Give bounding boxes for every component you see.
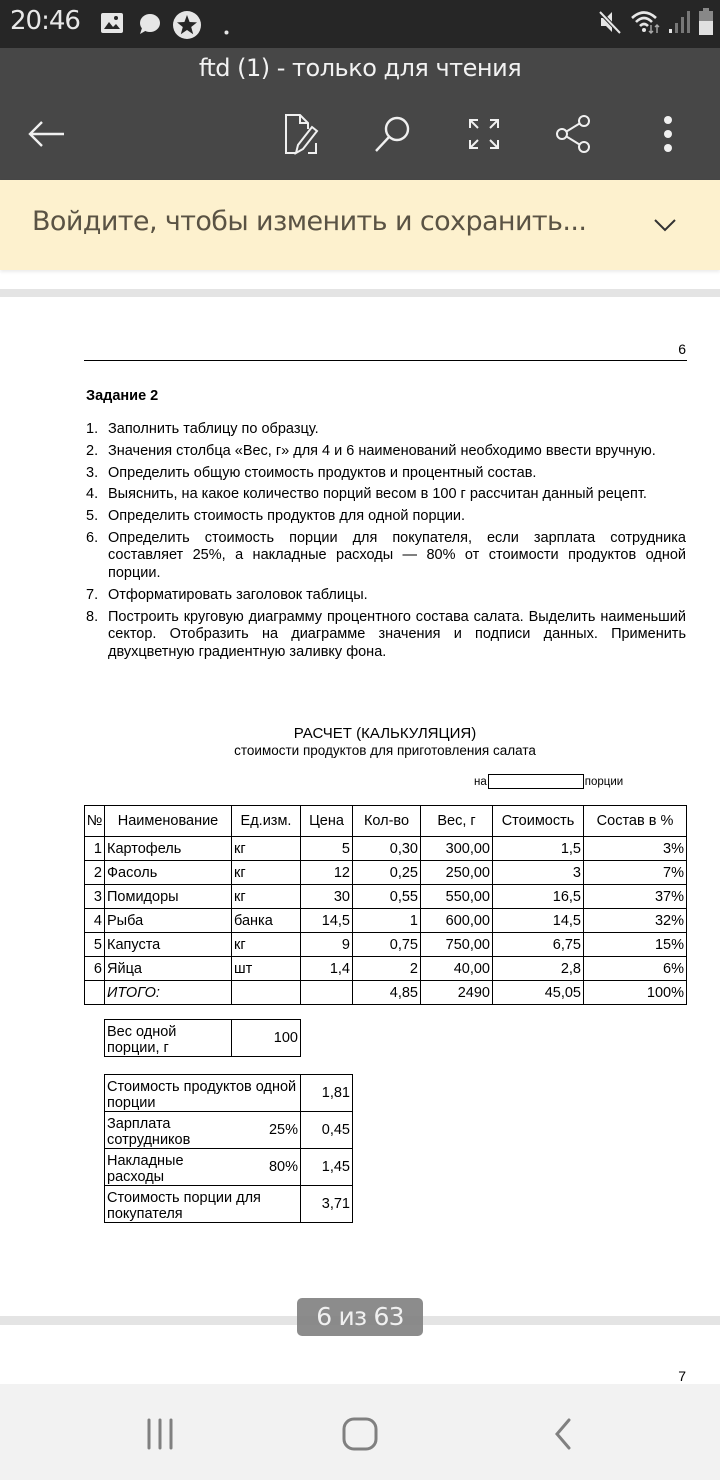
task-list [86, 421, 686, 665]
next-page-number: 7 [678, 1368, 686, 1384]
cost-value: 1,81 [301, 1075, 353, 1112]
search-button[interactable] [366, 108, 418, 160]
table-cell: Капуста [105, 933, 232, 957]
portion-cost-table [104, 1074, 353, 1223]
page-number: 6 [678, 341, 686, 357]
table-cell: банка [232, 909, 301, 933]
edit-button[interactable] [276, 108, 328, 160]
cost-percent: 25% [232, 1112, 301, 1149]
page-separator [0, 289, 720, 297]
calculation-title: РАСЧЕТ (КАЛЬКУЛЯЦИЯ) [293, 725, 477, 742]
table-cell: Помидоры [105, 885, 232, 909]
cost-label: Зарплата сотрудников [105, 1112, 232, 1149]
table-cell: кг [232, 885, 301, 909]
table-cell: 550,00 [421, 885, 493, 909]
column-header: № [85, 806, 105, 837]
recent-apps-icon [145, 1418, 175, 1450]
table-cell: 2 [85, 861, 105, 885]
column-header: Ед.изм. [232, 806, 301, 837]
table-row [105, 1186, 353, 1223]
cost-value: 3,71 [301, 1186, 353, 1223]
edit-document-icon [282, 113, 322, 155]
task-item: 3. Определить общую стоимость продуктов и процентный состав. [86, 464, 537, 481]
total-weight: 2490 [421, 981, 493, 1005]
table-row [85, 933, 687, 957]
more-options-button[interactable] [642, 108, 694, 160]
table-cell: 30 [301, 885, 353, 909]
table-cell: 3% [584, 837, 687, 861]
table-cell: 2,8 [493, 957, 584, 981]
table-cell: 6% [584, 957, 687, 981]
table-row [85, 909, 687, 933]
document-page [0, 297, 720, 1317]
table-cell: 14,5 [493, 909, 584, 933]
wifi-icon [630, 9, 662, 40]
column-header: Вес, г [421, 806, 493, 837]
table-row [105, 1075, 353, 1112]
table-row [85, 837, 687, 861]
table-cell: 0,75 [353, 933, 421, 957]
expand-icon [466, 116, 502, 152]
table-cell: 1,4 [301, 957, 353, 981]
column-header: Наименование [105, 806, 232, 837]
table-cell: 4 [85, 909, 105, 933]
table-cell: 5 [301, 837, 353, 861]
system-back-button[interactable] [538, 1412, 588, 1456]
chevron-left-icon [551, 1417, 575, 1451]
share-button[interactable] [548, 108, 600, 160]
table-cell: Картофель [105, 837, 232, 861]
table-row [105, 1112, 353, 1149]
table-cell: 6,75 [493, 933, 584, 957]
total-cost: 45,05 [493, 981, 584, 1005]
app-bar [0, 48, 720, 180]
table-cell: кг [232, 933, 301, 957]
portion-weight-table [104, 1019, 301, 1057]
table-row [85, 957, 687, 981]
cost-value: 1,45 [301, 1149, 353, 1186]
table-cell: 1 [353, 909, 421, 933]
calculation-table [84, 805, 687, 1005]
table-cell: 14,5 [301, 909, 353, 933]
column-header: Цена [301, 806, 353, 837]
task-item: 5. Определить стоимость продуктов для одной порции. [86, 508, 466, 525]
task-title: Задание 2 [86, 388, 159, 404]
column-header: Состав в % [584, 806, 687, 837]
column-header: Стоимость [493, 806, 584, 837]
table-cell: 40,00 [421, 957, 493, 981]
cost-label: Стоимость продуктов одной порции [105, 1075, 301, 1112]
dot-icon [224, 22, 229, 40]
sign-in-banner-text: Войдите, чтобы изменить и сохранить... [32, 206, 587, 237]
banner-expand-button[interactable] [650, 210, 680, 240]
fullscreen-button[interactable] [458, 108, 510, 160]
portions-line: на порции [474, 775, 624, 788]
arrow-left-icon [26, 119, 66, 149]
search-icon [372, 114, 412, 154]
message-icon [138, 12, 162, 41]
page-counter: 6 из 63 [297, 1298, 423, 1336]
document-title: ftd (1) - только для чтения [198, 54, 522, 82]
table-row [85, 885, 687, 909]
star-badge-icon [172, 10, 202, 45]
table-cell: 5 [85, 933, 105, 957]
cost-label: Стоимость порции для покупателя [105, 1186, 301, 1223]
table-cell: 3 [493, 861, 584, 885]
table-cell: 7% [584, 861, 687, 885]
task-item: 4. Выяснить, на какое количество порций весом в 100 г рассчитан данный рецепт. [86, 486, 647, 503]
table-cell: 0,25 [353, 861, 421, 885]
table-cell: Фасоль [105, 861, 232, 885]
table-row [105, 1020, 301, 1057]
table-cell: 600,00 [421, 909, 493, 933]
table-cell: 12 [301, 861, 353, 885]
table-cell: 0,55 [353, 885, 421, 909]
table-cell: 16,5 [493, 885, 584, 909]
table-cell: 9 [301, 933, 353, 957]
table-cell: 1,5 [493, 837, 584, 861]
header-rule [84, 360, 687, 361]
task-item: 6. Определить стоимость порции для покупателя, если зарплата сотрудника составляет 25%, а накладные расходы — 80% от стоимости продуктов одной порции. [86, 529, 686, 581]
table-row [105, 1149, 353, 1186]
chevron-down-icon [650, 210, 680, 240]
signal-icon [668, 9, 692, 40]
sign-in-banner[interactable] [0, 180, 720, 270]
table-cell: кг [232, 837, 301, 861]
cost-label: Накладные расходы [105, 1149, 232, 1186]
battery-icon [698, 8, 714, 41]
table-cell: 37% [584, 885, 687, 909]
task-item: 1. Заполнить таблицу по образцу. [86, 421, 319, 437]
share-icon [554, 114, 594, 154]
table-cell: кг [232, 861, 301, 885]
table-cell: шт [232, 957, 301, 981]
portion-weight-value: 100 [232, 1020, 301, 1057]
portion-weight-label: Вес одной порции, г [105, 1020, 232, 1057]
table-cell [301, 981, 353, 1005]
table-row [85, 861, 687, 885]
table-cell: 750,00 [421, 933, 493, 957]
column-header: Кол-во [353, 806, 421, 837]
portions-count-box [488, 774, 584, 789]
calculation-subtitle: стоимости продуктов для приготовления салата [234, 743, 536, 758]
status-time: 20:46 [10, 6, 80, 36]
task-item: 8. Построить круговую диаграмму процентного состава салата. Выделить наименьший сектор. Отобразить на диаграмме значения и подписи данных. Применить двухцветную градиентную заливку фона. [86, 608, 686, 660]
total-percent: 100% [584, 981, 687, 1005]
more-vertical-icon [663, 115, 673, 153]
recent-apps-button[interactable] [135, 1412, 185, 1456]
status-indicators [598, 10, 714, 38]
table-cell: 250,00 [421, 861, 493, 885]
mute-icon [598, 9, 624, 40]
home-icon [342, 1417, 378, 1451]
table-cell: 2 [353, 957, 421, 981]
table-cell: 3 [85, 885, 105, 909]
table-cell: 6 [85, 957, 105, 981]
back-button[interactable] [20, 108, 72, 160]
table-cell: 0,30 [353, 837, 421, 861]
total-label: ИТОГО: [105, 981, 232, 1005]
home-button[interactable] [335, 1412, 385, 1456]
task-item: 7. Отформатировать заголовок таблицы. [86, 586, 368, 603]
table-cell: 1 [85, 837, 105, 861]
total-qty: 4,85 [353, 981, 421, 1005]
gallery-icon [100, 12, 124, 39]
cost-value: 0,45 [301, 1112, 353, 1149]
table-cell [85, 981, 105, 1005]
table-cell: 32% [584, 909, 687, 933]
table-total-row [85, 981, 687, 1005]
table-cell: 15% [584, 933, 687, 957]
table-cell: Рыба [105, 909, 232, 933]
table-cell [232, 981, 301, 1005]
cost-percent: 80% [232, 1149, 301, 1186]
table-header-row [85, 806, 687, 837]
status-bar [0, 0, 720, 48]
task-item: 2. Значения столбца «Вес, г» для 4 и 6 наименований необходимо ввести вручную. [86, 442, 656, 459]
table-cell: 300,00 [421, 837, 493, 861]
navigation-bar [0, 1384, 720, 1480]
table-cell: Яйца [105, 957, 232, 981]
